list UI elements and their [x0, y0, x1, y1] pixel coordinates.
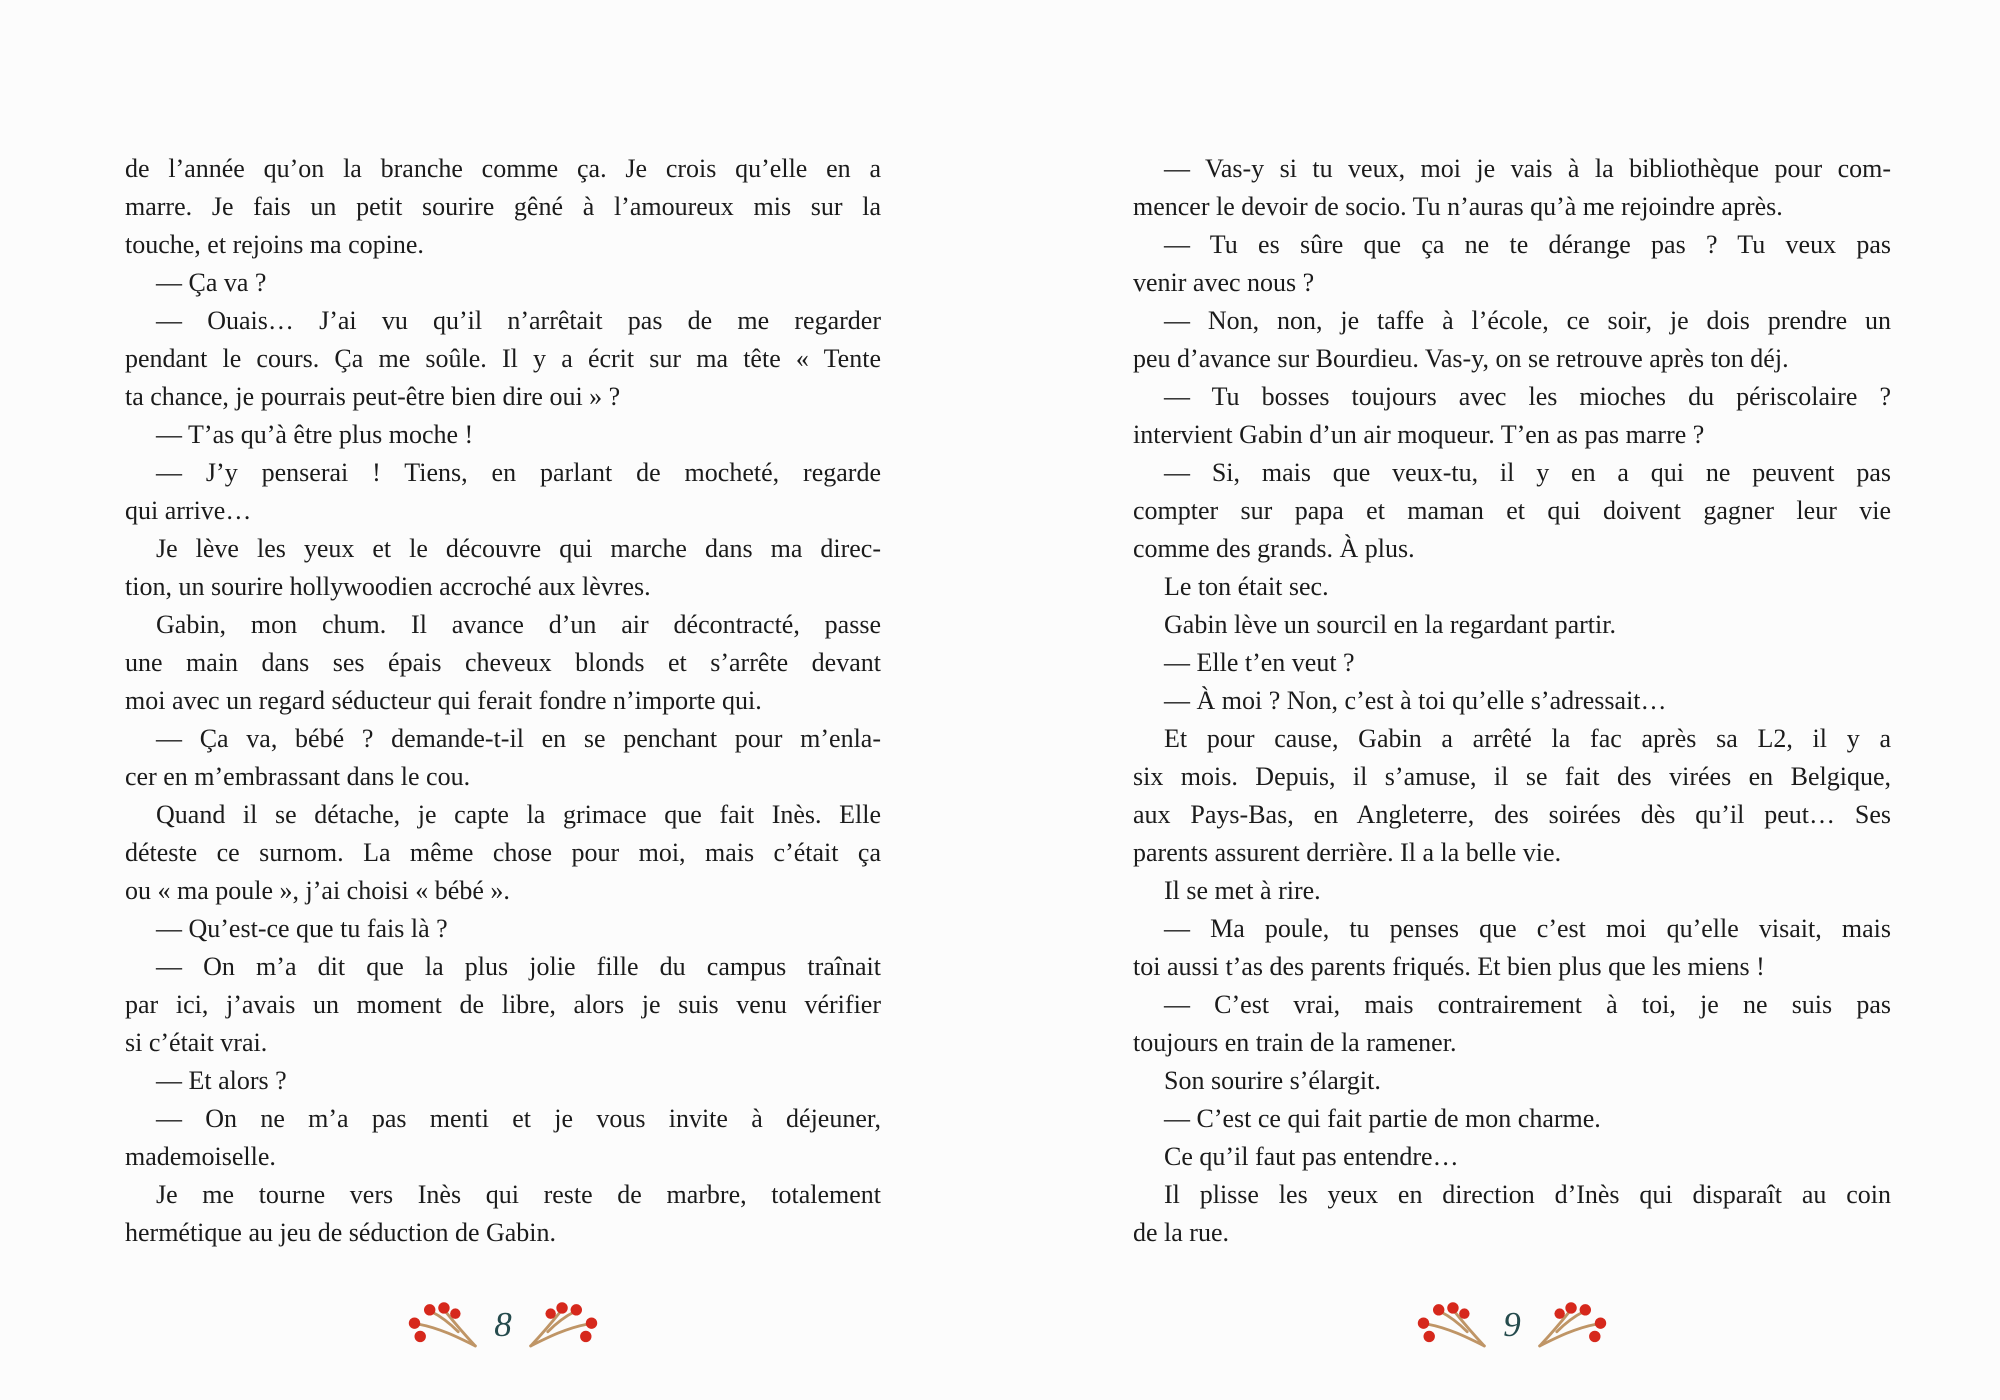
text-line: intervient Gabin d’un air moqueur. T’en as pas marre ?	[1133, 420, 1705, 449]
berry-ornament-right-icon	[1534, 1301, 1610, 1351]
page-number: 9	[1503, 1304, 1521, 1344]
text-line: — Tu es sûre que ça ne te dérange pas ? Tu veux pas	[1164, 230, 1891, 259]
text-line: — Ma poule, tu penses que c’est moi qu’elle visait, mais	[1164, 914, 1891, 943]
text-line: comme des grands. À plus.	[1133, 534, 1415, 563]
text-line: déteste ce surnom. La même chose pour moi, mais c’était ça	[125, 838, 881, 867]
text-line: parents assurent derrière. Il a la belle vie.	[1133, 838, 1562, 867]
text-line: toi aussi t’as des parents friqués. Et bien plus que les miens !	[1133, 952, 1765, 981]
text-line: — T’as qu’à être plus moche !	[156, 420, 474, 449]
text-line: touche, et rejoins ma copine.	[125, 230, 424, 259]
text-line: — Non, non, je taffe à l’école, ce soir, je dois prendre un	[1164, 306, 1891, 335]
text-line: Gabin, mon chum. Il avance d’un air décontracté, passe	[156, 610, 881, 639]
berry-ornament-left-icon	[405, 1301, 481, 1351]
page-number: 8	[494, 1304, 512, 1344]
text-line: — C’est vrai, mais contrairement à toi, je ne suis pas	[1164, 990, 1891, 1019]
text-line: pendant le cours. Ça me soûle. Il y a écrit sur ma tête « Tente	[125, 344, 881, 373]
text-line: Gabin lève un sourcil en la regardant partir.	[1164, 610, 1616, 639]
text-line: — C’est ce qui fait partie de mon charme.	[1164, 1104, 1601, 1133]
text-line: Je me tourne vers Inès qui reste de marbre, totalement	[156, 1180, 881, 1209]
text-line: cer en m’embrassant dans le cou.	[125, 762, 471, 791]
text-line: par ici, j’avais un moment de libre, alors je suis venu vérifier	[125, 990, 881, 1019]
berry-ornament-right-icon	[525, 1301, 601, 1351]
text-line: ou « ma poule », j’ai choisi « bébé ».	[125, 876, 510, 905]
text-line: mencer le devoir de socio. Tu n’auras qu’à me rejoindre après.	[1133, 192, 1783, 221]
book-page-left	[125, 0, 881, 1400]
text-line: de la rue.	[1133, 1218, 1230, 1247]
text-line: — J’y penserai ! Tiens, en parlant de mocheté, regarde	[156, 458, 881, 487]
text-line: — Ouais… J’ai vu qu’il n’arrêtait pas de me regarder	[156, 306, 881, 335]
text-line: — On m’a dit que la plus jolie fille du campus traînait	[156, 952, 881, 981]
text-line: peu d’avance sur Bourdieu. Vas-y, on se retrouve après ton déj.	[1133, 344, 1789, 373]
text-line: — Qu’est-ce que tu fais là ?	[156, 914, 448, 943]
book-page-right	[1133, 0, 1891, 1400]
text-line: — Ça va, bébé ? demande-t-il en se penchant pour m’enla-	[156, 724, 881, 753]
text-line: moi avec un regard séducteur qui ferait fondre n’importe qui.	[125, 686, 762, 715]
text-line: qui arrive…	[125, 496, 252, 525]
page-text-column	[1133, 150, 1891, 1252]
text-line: — Tu bosses toujours avec les mioches du périscolaire ?	[1164, 382, 1891, 411]
text-line: — À moi ? Non, c’est à toi qu’elle s’adressait…	[1164, 686, 1667, 715]
text-line: une main dans ses épais cheveux blonds et s’arrête devant	[125, 648, 881, 677]
text-line: Et pour cause, Gabin a arrêté la fac après sa L2, il y a	[1164, 724, 1891, 753]
text-line: Son sourire s’élargit.	[1164, 1066, 1381, 1095]
text-line: — Ça va ?	[156, 268, 267, 297]
text-line: aux Pays-Bas, en Angleterre, des soirées dès qu’il peut… Ses	[1133, 800, 1891, 829]
text-line: venir avec nous ?	[1133, 268, 1315, 297]
text-line: toujours en train de la ramener.	[1133, 1028, 1457, 1057]
text-line: tion, un sourire hollywoodien accroché aux lèvres.	[125, 572, 651, 601]
berry-ornament-left-icon	[1414, 1301, 1490, 1351]
text-line: — On ne m’a pas menti et je vous invite à déjeuner,	[156, 1104, 881, 1133]
text-line: — Si, mais que veux-tu, il y en a qui ne peuvent pas	[1164, 458, 1891, 487]
text-line: Quand il se détache, je capte la grimace que fait Inès. Elle	[156, 800, 881, 829]
text-line: compter sur papa et maman et qui doivent gagner leur vie	[1133, 496, 1891, 525]
text-line: — Elle t’en veut ?	[1164, 648, 1355, 677]
text-line: — Et alors ?	[156, 1066, 287, 1095]
text-line: ta chance, je pourrais peut-être bien dire oui » ?	[125, 382, 621, 411]
text-line: marre. Je fais un petit sourire gêné à l’amoureux mis sur la	[125, 192, 881, 221]
text-line: Le ton était sec.	[1164, 572, 1329, 601]
text-line: Il plisse les yeux en direction d’Inès qui disparaît au coin	[1164, 1180, 1891, 1209]
text-line: — Vas-y si tu veux, moi je vais à la bibliothèque pour com-	[1164, 154, 1891, 183]
text-line: Il se met à rire.	[1164, 876, 1321, 905]
text-line: Je lève les yeux et le découvre qui marche dans ma direc-	[156, 534, 881, 563]
page-text-column	[125, 150, 881, 1252]
text-line: Ce qu’il faut pas entendre…	[1164, 1142, 1459, 1171]
page-footer	[125, 1296, 881, 1356]
text-line: hermétique au jeu de séduction de Gabin.	[125, 1218, 557, 1247]
text-line: mademoiselle.	[125, 1142, 276, 1171]
text-line: de l’année qu’on la branche comme ça. Je crois qu’elle en a	[125, 154, 881, 183]
page-footer	[1133, 1296, 1891, 1356]
text-line: si c’était vrai.	[125, 1028, 268, 1057]
text-line: six mois. Depuis, il s’amuse, il se fait des virées en Belgique,	[1133, 762, 1891, 791]
